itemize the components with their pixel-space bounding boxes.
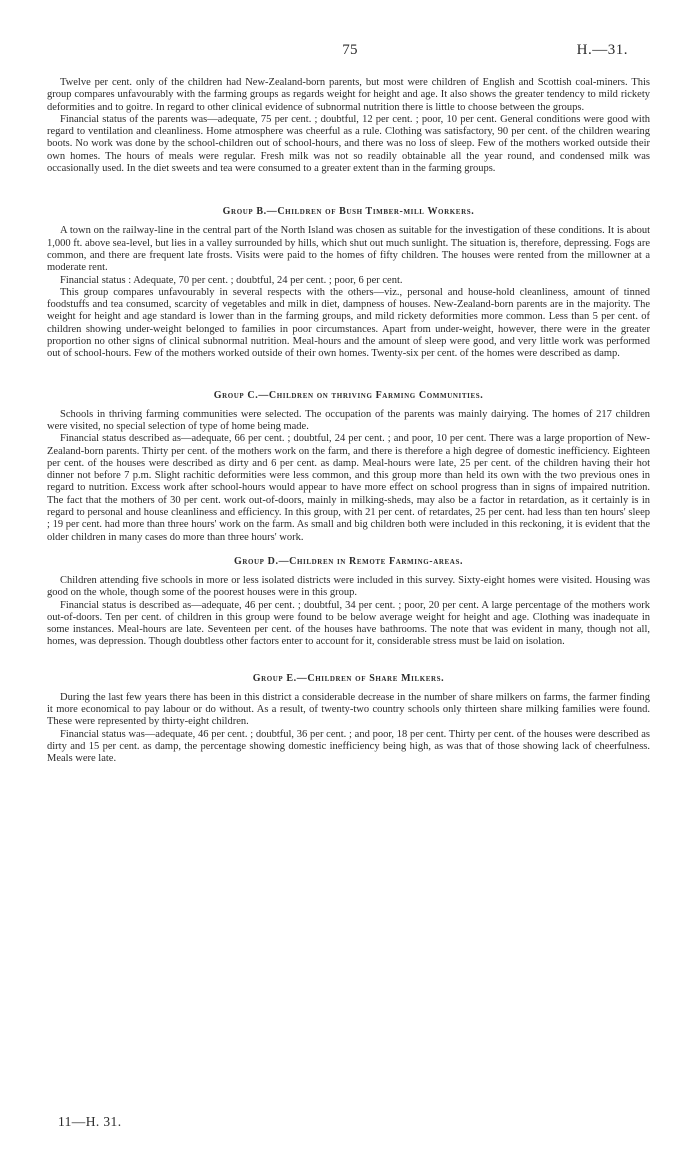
section-heading: Group E.—Children of Share Milkers. bbox=[252, 672, 445, 684]
group-c-section bbox=[47, 390, 650, 544]
intro-section bbox=[47, 77, 650, 175]
group-d-section bbox=[47, 556, 650, 649]
page-number: 75 bbox=[342, 42, 358, 58]
group-e-section bbox=[47, 673, 650, 766]
paragraph: Twelve per cent. only of the children had New-Zealand-born parents, but most were children of English and Scottish coal-miners. This group compares unfavourably with the farming groups as regards weight for height and age. It also shows the greater tendency to mild rickety deformities and to goitre. In regard to other clinical evidence of subnormal nutrition there is little to choose between the groups. bbox=[47, 77, 650, 113]
section-heading: Group D.—Children in Remote Farming-areas. bbox=[233, 555, 464, 567]
paragraph: Financial status : Adequate, 70 per cent. ; doubtful, 24 per cent. ; poor, 6 per cent. bbox=[60, 274, 403, 286]
page-header bbox=[0, 42, 700, 64]
paragraph: Children attending five schools in more or less isolated districts were included in this survey. Sixty-eight homes were visited. Housing was good on the whole, though some of the poorest houses were in this group. bbox=[47, 574, 650, 599]
page-body bbox=[47, 77, 650, 765]
paragraph: Financial status is described as—adequate, 46 per cent. ; doubtful, 34 per cent. ; poor, 20 per cent. A large percentage of the mothers work out-of-doors. Ten per cent. of children in this group were found to be below average weight for height and age. Clothing was inadequate in some instances. Meal-hours are late. Seventeen per cent. of the houses have bathrooms. The note that was evident in many, though not all, homes, was depression. Though doubtless other factors enter to account for it, considerable stress must be laid on isolation. bbox=[47, 599, 650, 648]
section-heading: Group C.—Children on thriving Farming Communities. bbox=[213, 389, 484, 401]
paragraph: Financial status described as—adequate, 66 per cent. ; doubtful, 24 per cent. ; and poor, 10 per cent. There was a large proportion of New-Zealand-born parents. Thirty per cent. of the mothers work on the farm, and there is therefore a high degree of domestic inefficiency. Eighteen per cent. of the houses were described as dirty and 6 per cent. as damp. Meal-hours were late, 25 per cent. of the children having their hot dinner not before 7 p.m. Slight rachitic deformities were less common, and this group more than held its own with the two previous ones in regard to nutrition. Excess work after school-hours would appear to have more effect on school progress than in signs of impaired nutrition. The fact that the mothers of 30 per cent. work out-of-doors, mainly in milking-sheds, may also be a factor in retardation, as it certainly is in regard to personal and house cleanliness and efficiency. In this group, with 21 per cent. of retardates, 25 per cent. had less than ten hours' sleep ; 19 per cent. had more than three hours' work on the farm. As small and big children both were included in this reckoning, it is evident that the older children in many cases do more than three hours' work. bbox=[47, 433, 650, 543]
paragraph: Financial status of the parents was—adequate, 75 per cent. ; doubtful, 12 per cent. ; poor, 10 per cent. General conditions were good with regard to ventilation and cleanliness. Home atmosphere was cheerful as a rule. Clothing was satisfactory, 90 per cent. of the children wearing boots. No work was done by the school-children out of school-hours, and there was no loss of sleep. Few of the mothers worked outside their own homes. The hours of meals were regular. Fresh milk was not so readily obtainable all the year round, and condensed milk was occasionally used. In the diet sweets and tea were consumed to a greater extent than in the farming groups. bbox=[47, 113, 650, 175]
group-b-section bbox=[47, 206, 650, 360]
paragraph: During the last few years there has been in this district a considerable decrease in the number of share milkers on farms, the farmer finding it more economical to pay labour or do without. As a result, of twenty-two country schools only thirteen share milking families were found. These were represented by thirty-eight children. bbox=[47, 691, 650, 728]
section-heading: Group B.—Children of Bush Timber-mill Workers. bbox=[222, 206, 475, 218]
paragraph: This group compares unfavourably in several respects with the others—viz., personal and house-hold cleanliness, amount of tinned foodstuffs and tea consumed, scarcity of vegetables and milk in diet, dampness of houses. New-Zealand-born parents are in the majority. The weight for height and age standard is lower than in the farming groups, and mild rickety deformities more common. Less than 5 per cent. of children showing under-weight belonged to families in poor circumstances. Apart from under-weight, however, there were in the greater proportion no other signs of clinical subnormal nutrition. Meal-hours and the amount of sleep were good, and very little work was performed out of school-hours. Few of the mothers worked outside of their own homes. Twenty-six per cent. of the homes were described as damp. bbox=[47, 286, 650, 360]
paragraph: Financial status was—adequate, 46 per cent. ; doubtful, 36 per cent. ; and poor, 18 per cent. Thirty per cent. of the houses were described as dirty and 15 per cent. as damp, the percentage showing domestic inefficiency being high, as was that of those showing lack of cheerfulness. Meals were late. bbox=[47, 728, 650, 765]
paragraph: Schools in thriving farming communities were selected. The occupation of the parents was mainly dairying. The homes of 217 children were visited, no special selection of type of home being made. bbox=[47, 408, 650, 432]
document-reference: H.—31. bbox=[576, 42, 628, 58]
paragraph: A town on the railway-line in the central part of the North Island was chosen as suitable for the investigation of these conditions. It is about 1,000 ft. above sea-level, but lies in a valley surrounded by hills, which shut out much sunlight. The situation is, therefore, depressing. Fogs are common, and there are frequent late frosts. Visits were paid to the homes of fifty children. The houses were rented from the millowner at a moderate rent. bbox=[47, 225, 650, 274]
page-signature: 11—H. 31. bbox=[58, 1114, 122, 1129]
